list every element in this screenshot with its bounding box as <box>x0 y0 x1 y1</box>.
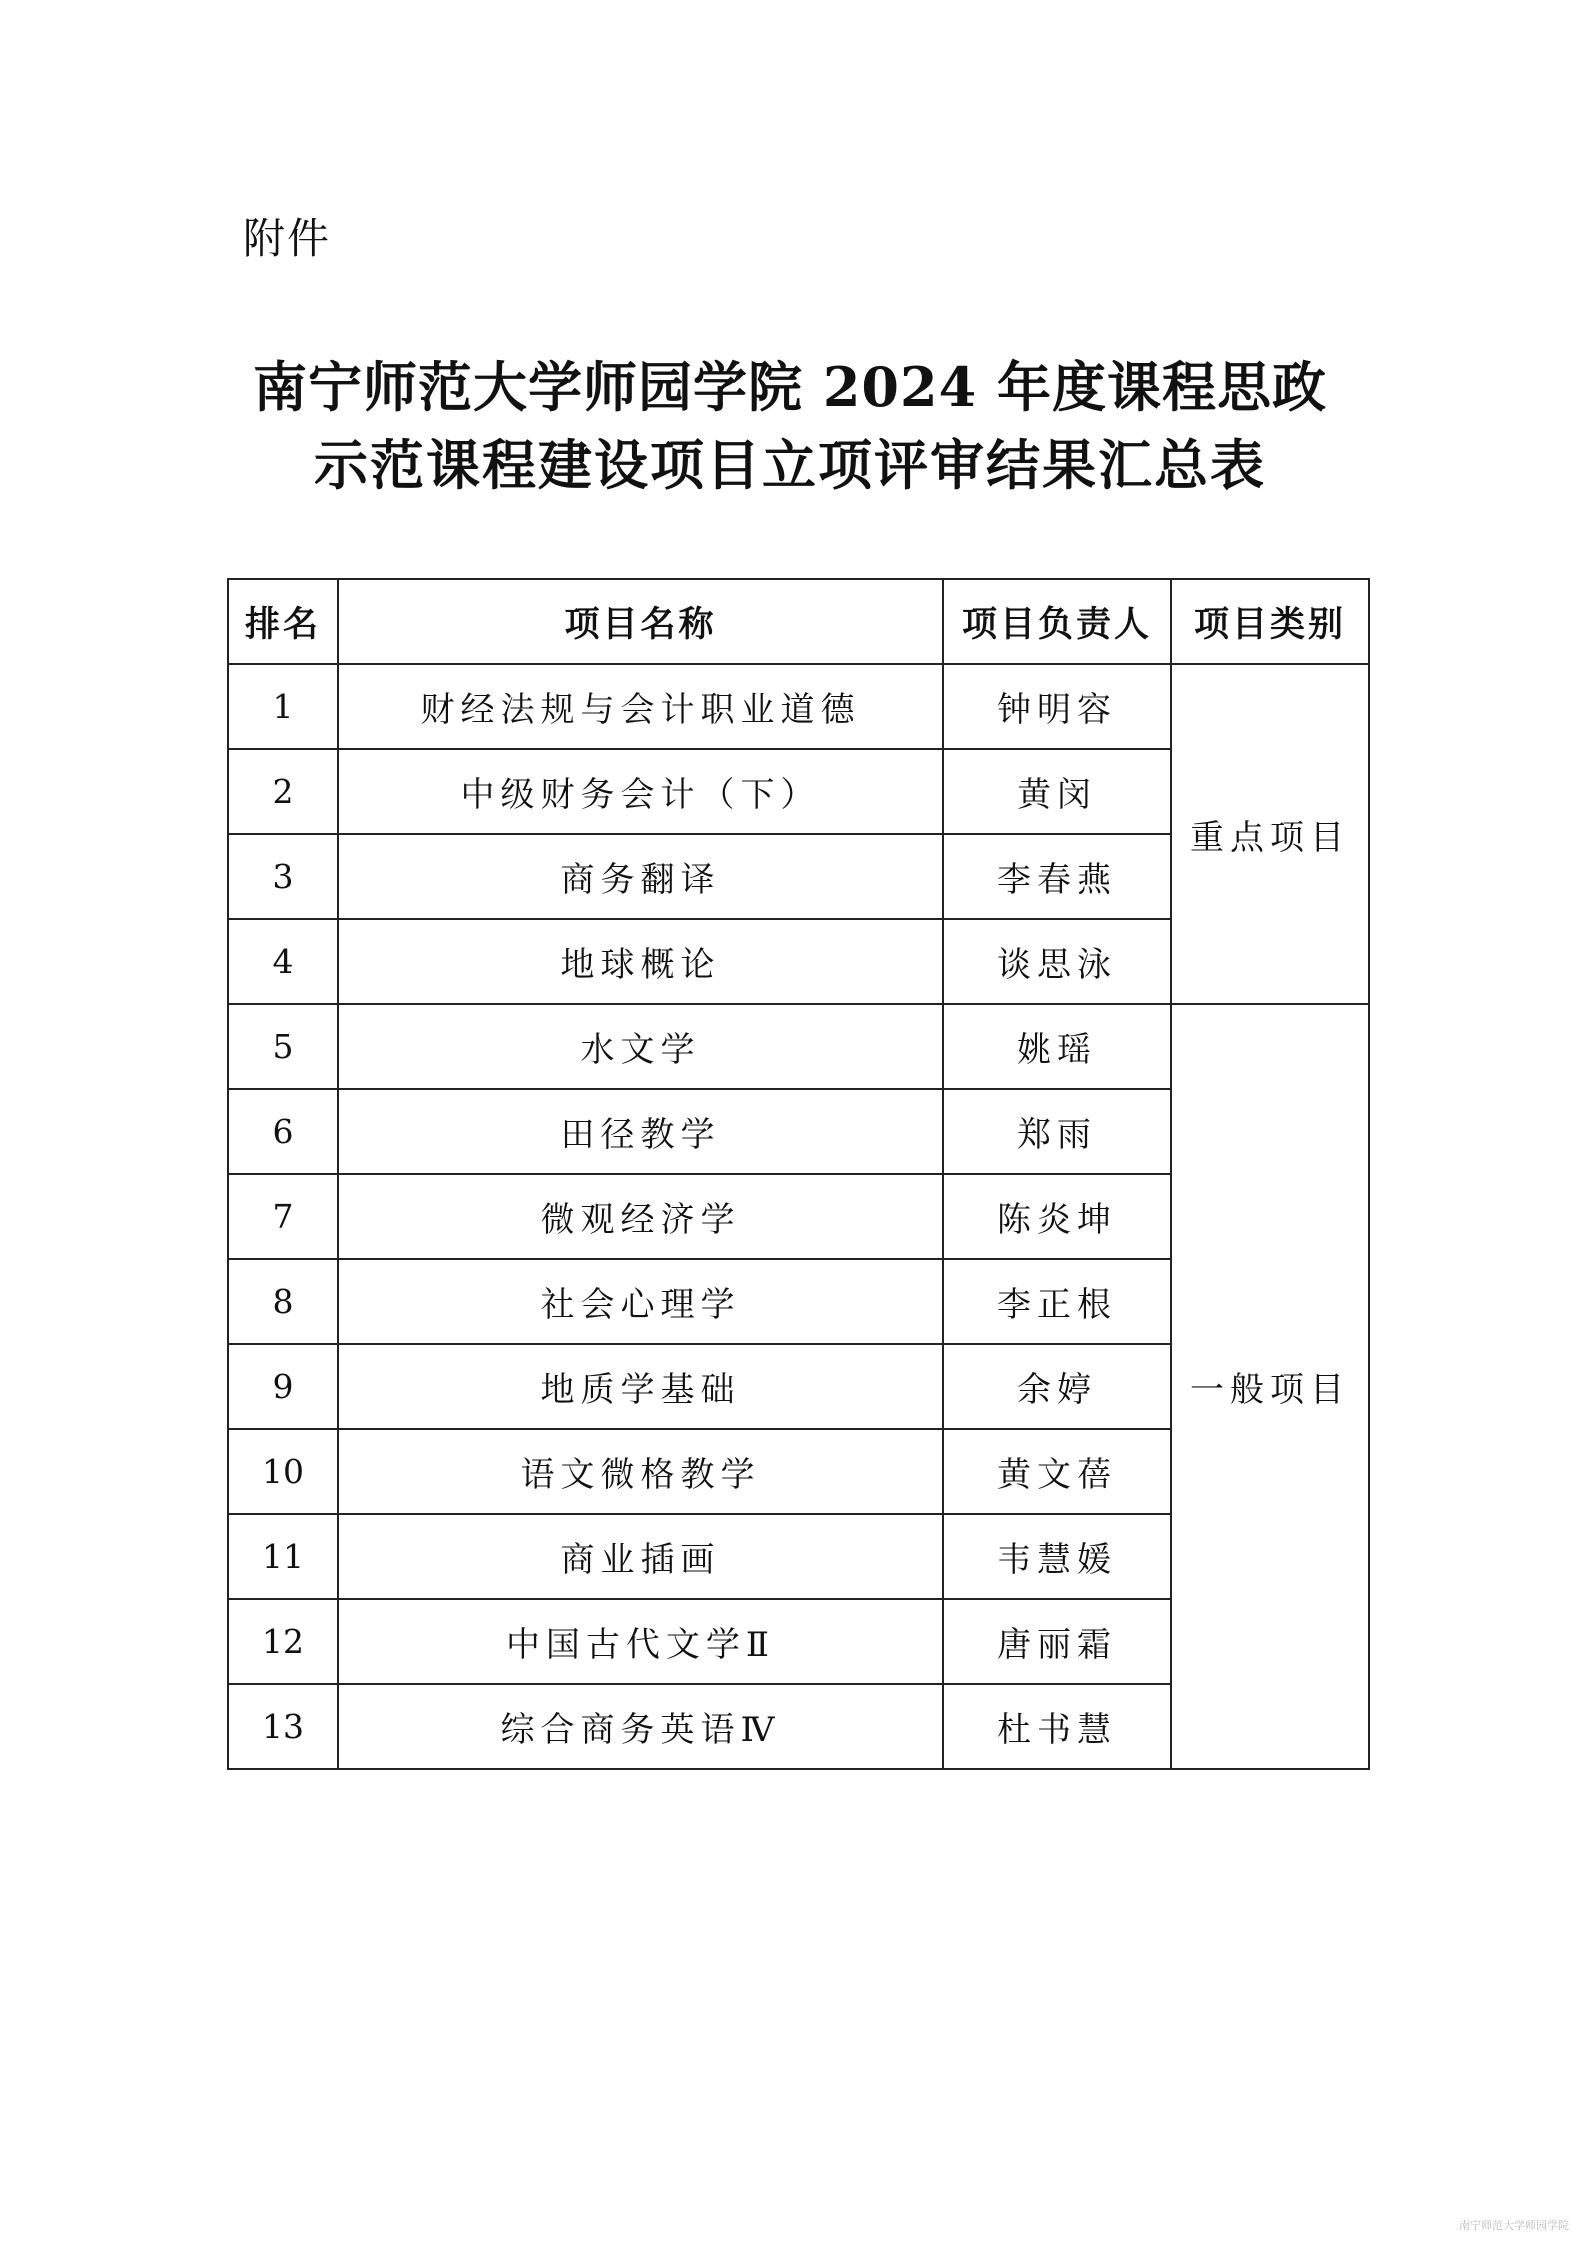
project-leader-cell: 陈炎坤 <box>943 1174 1171 1259</box>
project-name-cell: 商业插画 <box>338 1514 943 1599</box>
rank-cell: 12 <box>228 1599 338 1684</box>
project-name-cell: 中级财务会计（下） <box>338 749 943 834</box>
document-title-line-1: 南宁师范大学师园学院 2024 年度课程思政 <box>253 355 1327 419</box>
project-name-cell: 水文学 <box>338 1004 943 1089</box>
project-name-cell: 中国古代文学Ⅱ <box>338 1599 943 1684</box>
project-leader-cell: 唐丽霜 <box>943 1599 1171 1684</box>
project-name-cell: 社会心理学 <box>338 1259 943 1344</box>
project-name-cell: 财经法规与会计职业道德 <box>338 664 943 749</box>
project-leader-cell: 余婷 <box>943 1344 1171 1429</box>
project-leader-cell: 李正根 <box>943 1259 1171 1344</box>
rank-cell: 7 <box>228 1174 338 1259</box>
category-cell-general: 一般项目 <box>1171 1004 1369 1769</box>
attachment-label: 附件 <box>243 214 332 263</box>
project-leader-cell: 韦慧媛 <box>943 1514 1171 1599</box>
header-rank: 排名 <box>228 579 338 664</box>
header-project-name: 项目名称 <box>338 579 943 664</box>
rank-cell: 11 <box>228 1514 338 1599</box>
rank-cell: 8 <box>228 1259 338 1344</box>
project-name-cell: 语文微格教学 <box>338 1429 943 1514</box>
rank-cell: 13 <box>228 1684 338 1769</box>
table-header-row <box>228 579 1369 664</box>
results-summary-table <box>227 578 1370 1770</box>
project-leader-cell: 黄文蓓 <box>943 1429 1171 1514</box>
project-leader-cell: 谈思泳 <box>943 919 1171 1004</box>
project-name-cell: 商务翻译 <box>338 834 943 919</box>
watermark: 南宁师范大学师园学院 <box>1459 2219 1569 2232</box>
document-title-line-2: 示范课程建设项目立项评审结果汇总表 <box>314 433 1266 497</box>
rank-cell: 10 <box>228 1429 338 1514</box>
rank-cell: 6 <box>228 1089 338 1174</box>
project-name-cell: 地质学基础 <box>338 1344 943 1429</box>
rank-cell: 1 <box>228 664 338 749</box>
header-project-leader: 项目负责人 <box>943 579 1171 664</box>
rank-cell: 3 <box>228 834 338 919</box>
rank-cell: 4 <box>228 919 338 1004</box>
project-leader-cell: 李春燕 <box>943 834 1171 919</box>
project-name-cell: 田径教学 <box>338 1089 943 1174</box>
project-leader-cell: 姚瑶 <box>943 1004 1171 1089</box>
header-project-category: 项目类别 <box>1171 579 1369 664</box>
category-cell-key: 重点项目 <box>1171 664 1369 1004</box>
project-name-cell: 地球概论 <box>338 919 943 1004</box>
project-name-cell: 综合商务英语Ⅳ <box>338 1684 943 1769</box>
project-leader-cell: 杜书慧 <box>943 1684 1171 1769</box>
rank-cell: 5 <box>228 1004 338 1089</box>
table-row <box>228 664 1369 749</box>
rank-cell: 9 <box>228 1344 338 1429</box>
rank-cell: 2 <box>228 749 338 834</box>
project-leader-cell: 郑雨 <box>943 1089 1171 1174</box>
project-name-cell: 微观经济学 <box>338 1174 943 1259</box>
table-row <box>228 1004 1369 1089</box>
project-leader-cell: 黄闵 <box>943 749 1171 834</box>
project-leader-cell: 钟明容 <box>943 664 1171 749</box>
